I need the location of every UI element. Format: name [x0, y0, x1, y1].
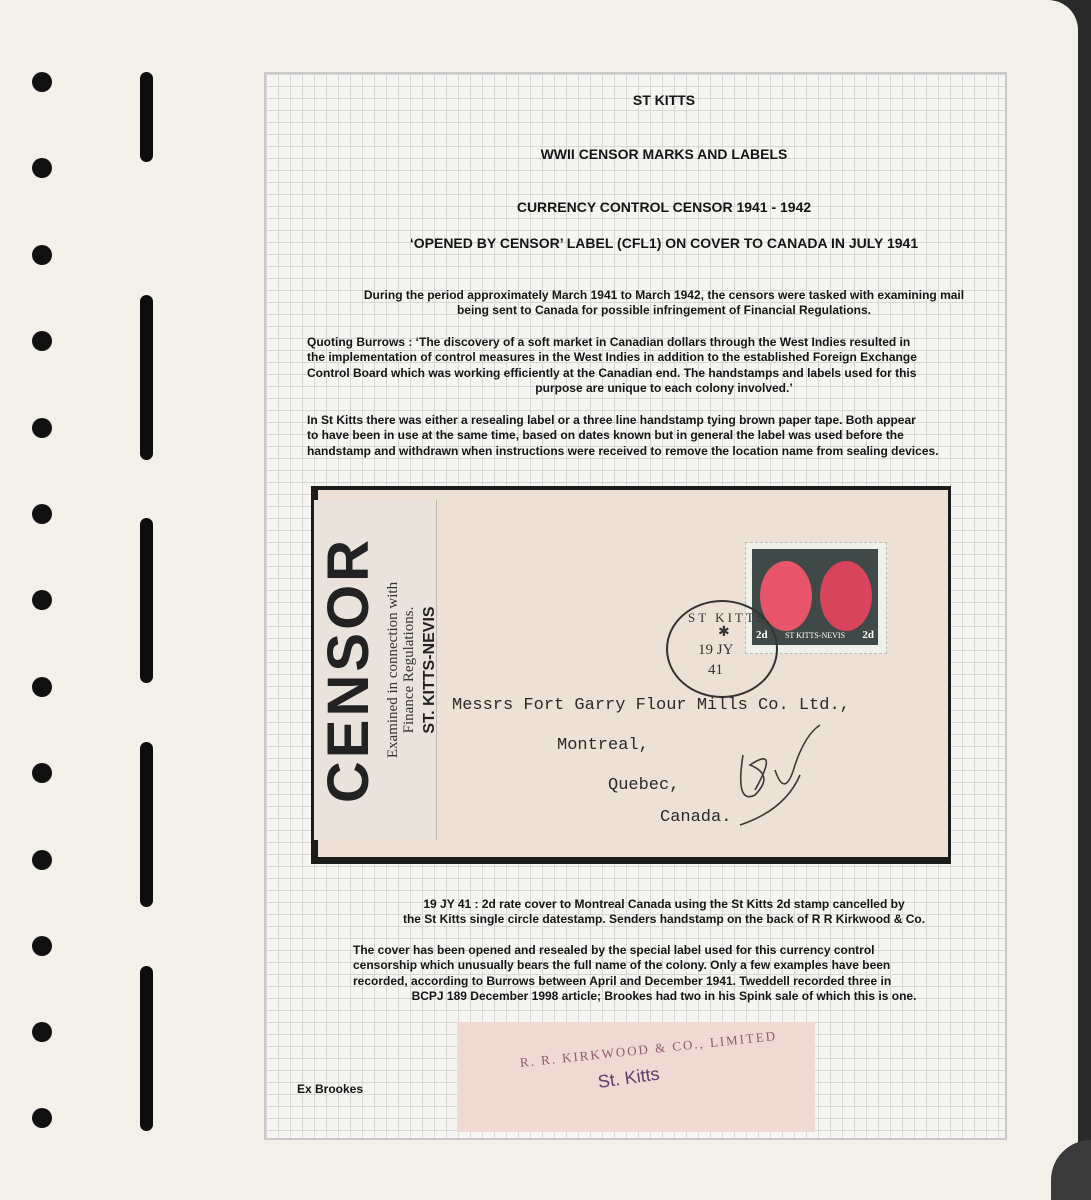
address-line-3: Quebec,: [608, 776, 680, 795]
handstamp-town: St. Kitts: [596, 1063, 661, 1092]
item-heading: ‘OPENED BY CENSOR’ LABEL (CFL1) ON COVER TO CANADA IN JULY 1941: [409, 235, 919, 251]
censor-word: CENSOR: [316, 536, 381, 804]
address-line-4: Canada.: [660, 808, 732, 827]
binder-hole: [32, 590, 52, 610]
stamp-value-right: 2d: [862, 629, 874, 641]
caption-line: recorded, according to Burrows between April and December 1941. Tweddell recorded three in: [353, 974, 892, 988]
intro-line: During the period approximately March 1941 to March 1942, the censors were tasked with examining mail: [363, 288, 965, 302]
caption-line: BCPJ 189 December 1998 article; Brookes had two in his Spink sale of which this is one.: [411, 989, 917, 1003]
stamp-value-left: 2d: [756, 629, 768, 641]
binder-hole: [32, 331, 52, 351]
censor-line-1: Examined in connection with: [385, 581, 401, 759]
binder-hole: [32, 936, 52, 956]
caption-line: the St Kitts single circle datestamp. Senders handstamp on the back of R R Kirkwood & Co.: [402, 912, 926, 926]
badge-vignette: [820, 561, 872, 631]
censor-line-3: ST. KITTS-NEVIS: [421, 606, 438, 734]
binder-hole: [32, 1108, 52, 1128]
intro-line: Quoting Burrows : ‘The discovery of a soft market in Canadian dollars through the West Indies resulted in: [307, 335, 911, 349]
circular-datestamp: [666, 600, 778, 698]
binder-hole: [32, 677, 52, 697]
intro-line: to have been in use at the same time, based on dates known but in general the label was used before the: [307, 428, 904, 442]
page-subtitle: WWII CENSOR MARKS AND LABELS: [540, 146, 788, 162]
binder-hole: [32, 245, 52, 265]
binder-slot: [140, 742, 153, 907]
binder-slot: [140, 966, 153, 1131]
caption-line: The cover has been opened and resealed by the special label used for this currency control: [353, 943, 875, 957]
cds-date: 19 JY: [698, 642, 734, 658]
cds-year: 41: [708, 662, 723, 678]
binder-slot: [140, 295, 153, 460]
cds-town: ST KITTS: [688, 610, 768, 625]
address-line-2: Montreal,: [557, 736, 649, 755]
binder-hole: [32, 418, 52, 438]
caption-line: 19 JY 41 : 2d rate cover to Montreal Canada using the St Kitts 2d stamp cancelled by: [423, 897, 905, 911]
binder-slot: [140, 72, 153, 162]
binder-hole: [32, 504, 52, 524]
handstamp-company: R. R. KIRKWOOD & CO., LIMITED: [519, 1028, 778, 1070]
binder-hole: [32, 1022, 52, 1042]
intro-line: purpose are unique to each colony involved.’: [535, 381, 793, 395]
censor-label-text: [315, 505, 438, 835]
caption-line: censorship which unusually bears the full name of the colony. Only a few examples have been: [353, 958, 891, 972]
binder-hole: [32, 72, 52, 92]
intro-line: Control Board which was working efficiently at the Canadian end. The handstamps and labels used for this: [307, 366, 917, 380]
binder-hole: [32, 850, 52, 870]
intro-line: In St Kitts there was either a resealing label or a three line handstamp tying brown paper tape. Both appear: [307, 413, 916, 427]
cds-star: ✱: [718, 625, 730, 640]
stamp-country-name: ST KITTS-NEVIS: [784, 631, 846, 640]
intro-line: being sent to Canada for possible infringement of Financial Regulations.: [456, 303, 872, 317]
section-heading: CURRENCY CONTROL CENSOR 1941 - 1942: [516, 199, 812, 215]
provenance-note: Ex Brookes: [297, 1082, 364, 1096]
binder-slot: [140, 518, 153, 683]
manuscript-mark: [725, 715, 835, 830]
intro-line: the implementation of control measures in the West Indies in addition to the established Foreign Exchange: [307, 350, 917, 364]
intro-line: handstamp and withdrawn when instructions were received to remove the location name from sealing devices.: [307, 444, 939, 458]
censor-line-2: Finance Regulations.: [401, 606, 417, 734]
address-line-1: Messrs Fort Garry Flour Mills Co. Ltd.,: [452, 696, 850, 715]
binder-hole: [32, 763, 52, 783]
page-title: ST KITTS: [632, 92, 696, 108]
binder-hole: [32, 158, 52, 178]
